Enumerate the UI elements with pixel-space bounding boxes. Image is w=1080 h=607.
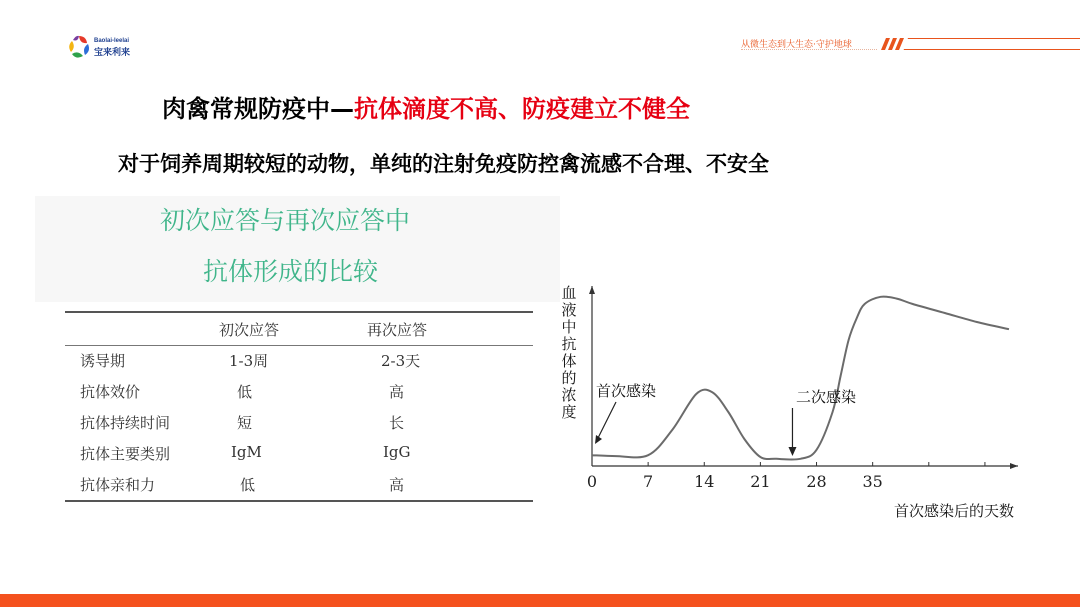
- table-row-label: 抗体主要类别: [80, 445, 171, 463]
- slogan-underline: [741, 49, 877, 51]
- title-highlight: 抗体滴度不高、防疫建立不健全: [354, 95, 690, 123]
- y-axis-label-char: 浓: [561, 386, 577, 404]
- page-subtitle: 对于饲养周期较短的动物，单纯的注射免疫防控禽流感不合理、不安全: [118, 152, 769, 176]
- table-cell-primary: 低: [240, 476, 256, 494]
- annotation-first-infection: 首次感染: [596, 382, 657, 400]
- table-row-label: 抗体亲和力: [80, 476, 156, 494]
- y-axis-label-char: 中: [561, 318, 577, 336]
- table-cell-primary: 低: [237, 383, 253, 401]
- table-row-label: 抗体效价: [80, 383, 141, 401]
- antibody-response-chart: [556, 280, 1026, 525]
- column-header-primary: 初次应答: [219, 321, 280, 339]
- table-cell-secondary: 高: [389, 476, 405, 494]
- logo-text-en: Baolai-leelai: [94, 38, 130, 44]
- comparison-heading-line2: 抗体形成的比较: [203, 257, 379, 286]
- x-tick-label: 7: [643, 472, 654, 491]
- column-header-secondary: 再次应答: [367, 321, 428, 339]
- table-row-label: 诱导期: [80, 352, 126, 370]
- table-top-rule: [65, 311, 533, 313]
- header-slogan: 从微生态到大生态·守护地球: [741, 40, 852, 50]
- table-header-rule: [65, 345, 533, 346]
- y-axis-label-char: 液: [561, 301, 577, 319]
- title-prefix: 肉禽常规防疫中—: [162, 95, 354, 123]
- logo-text-cn: 宝来利来: [94, 48, 131, 58]
- brand-logo: [66, 34, 146, 60]
- logo-mark-icon: [66, 34, 92, 60]
- y-axis-label-char: 度: [561, 403, 577, 421]
- y-axis-label-char: 血: [561, 284, 577, 302]
- x-axis-arrow-icon: [1010, 463, 1018, 469]
- header-stripes-icon: [880, 38, 1080, 50]
- antibody-curve: [592, 297, 1009, 460]
- table-cell-primary: 短: [237, 414, 253, 432]
- x-tick-label: 28: [806, 472, 827, 491]
- table-cell-secondary: 2-3天: [381, 352, 421, 370]
- y-axis-arrow-icon: [589, 286, 595, 294]
- x-tick-label: 14: [694, 472, 715, 491]
- table-cell-secondary: 高: [389, 383, 405, 401]
- y-axis-label-char: 体: [561, 352, 577, 370]
- y-axis-label-char: 的: [561, 369, 577, 387]
- comparison-heading-line1: 初次应答与再次应答中: [160, 206, 411, 235]
- annotation-first-infection-arrow: [597, 402, 616, 440]
- arrowhead-icon: [788, 447, 796, 456]
- page-title: [162, 89, 690, 124]
- x-tick-label: 21: [750, 472, 771, 491]
- x-tick-label: 0: [586, 472, 598, 491]
- table-cell-secondary: IgG: [383, 443, 411, 461]
- table-cell-primary: 1-3周: [229, 352, 269, 370]
- footer-bar: [0, 594, 1080, 607]
- table-cell-primary: IgM: [231, 443, 262, 461]
- table-bottom-rule: [65, 500, 533, 502]
- table-row-label: 抗体持续时间: [80, 414, 171, 432]
- table-cell-secondary: 长: [389, 414, 405, 432]
- y-axis-label-char: 抗: [561, 335, 577, 353]
- annotation-second-infection: 二次感染: [796, 388, 857, 406]
- x-tick-label: 35: [862, 472, 883, 491]
- x-axis-label: 首次感染后的天数: [893, 502, 1014, 520]
